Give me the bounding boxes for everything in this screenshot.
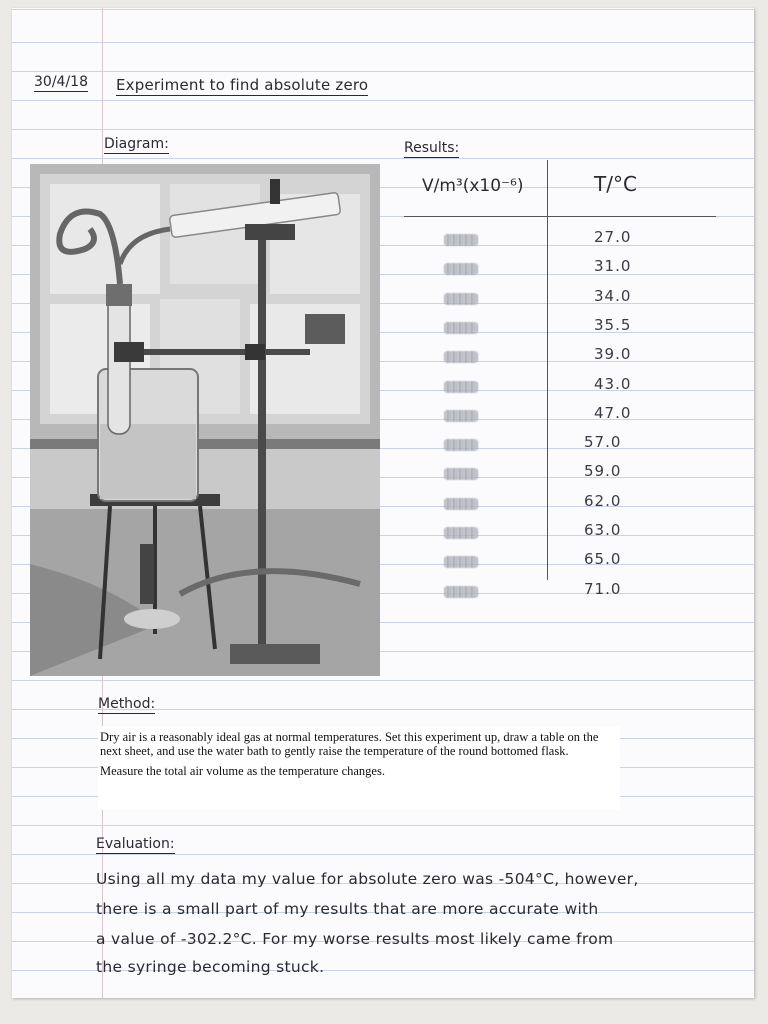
results-table (404, 160, 716, 598)
evaluation-line: the syringe becoming stuck. (96, 958, 325, 976)
temperature-column-header: T/°C (594, 172, 637, 196)
temperature-cell: 47.0 (594, 403, 632, 422)
volume-cell-redacted (444, 381, 478, 393)
temperature-cell: 57.0 (584, 433, 622, 452)
method-heading: Method: (98, 696, 156, 712)
apparatus-photo-drawing (30, 164, 380, 676)
method-paragraph: Dry air is a reasonably ideal gas at normal temperatures. Set this experiment up, draw a table on the next sheet, and use the water bath to gently raise the temperature of the round bottomed flask. (100, 730, 599, 758)
table-header-rule (404, 216, 716, 217)
temperature-cell: 43.0 (594, 374, 632, 393)
temperature-cell: 34.0 (594, 286, 632, 305)
evaluation-line: a value of -302.2°C. For my worse results most likely came from (96, 930, 614, 948)
entry-date: 30/4/18 (34, 74, 88, 90)
results-heading: Results: (404, 140, 460, 156)
volume-cell-redacted (444, 556, 478, 568)
temperature-cell: 39.0 (594, 345, 632, 364)
volume-cell-redacted (444, 322, 478, 334)
temperature-cell: 27.0 (594, 228, 632, 246)
volume-cell-redacted (444, 234, 478, 246)
apparatus-photo (30, 164, 380, 676)
volume-cell-redacted (444, 586, 478, 598)
temperature-cell: 59.0 (584, 462, 622, 481)
volume-cell-redacted (444, 498, 478, 510)
volume-cell-redacted (444, 410, 478, 422)
table-vertical-rule (547, 160, 548, 580)
temperature-cell: 62.0 (584, 491, 622, 510)
volume-cell-redacted (444, 527, 478, 539)
volume-column-header: V/m³(x10⁻⁶) (422, 176, 524, 196)
evaluation-line: Using all my data my value for absolute zero was -504°C, however, (96, 870, 639, 888)
temperature-cell: 71.0 (584, 579, 622, 598)
diagram-heading: Diagram: (104, 136, 169, 152)
temperature-cell: 63.0 (584, 521, 622, 539)
temperature-cell: 35.5 (594, 315, 632, 334)
volume-cell-redacted (444, 468, 478, 480)
volume-cell-redacted (444, 351, 478, 363)
method-text-box (98, 726, 620, 810)
method-paragraph: Measure the total air volume as the temperature changes. (100, 764, 385, 778)
volume-cell-redacted (444, 293, 478, 305)
volume-cell-redacted (444, 439, 478, 451)
volume-cell-redacted (444, 263, 478, 275)
experiment-title: Experiment to find absolute zero (116, 76, 369, 94)
temperature-cell: 65.0 (584, 550, 622, 569)
evaluation-line: there is a small part of my results that are more accurate with (96, 900, 599, 918)
evaluation-heading: Evaluation: (96, 836, 175, 852)
temperature-cell: 31.0 (594, 257, 632, 276)
notebook-page (12, 8, 754, 998)
